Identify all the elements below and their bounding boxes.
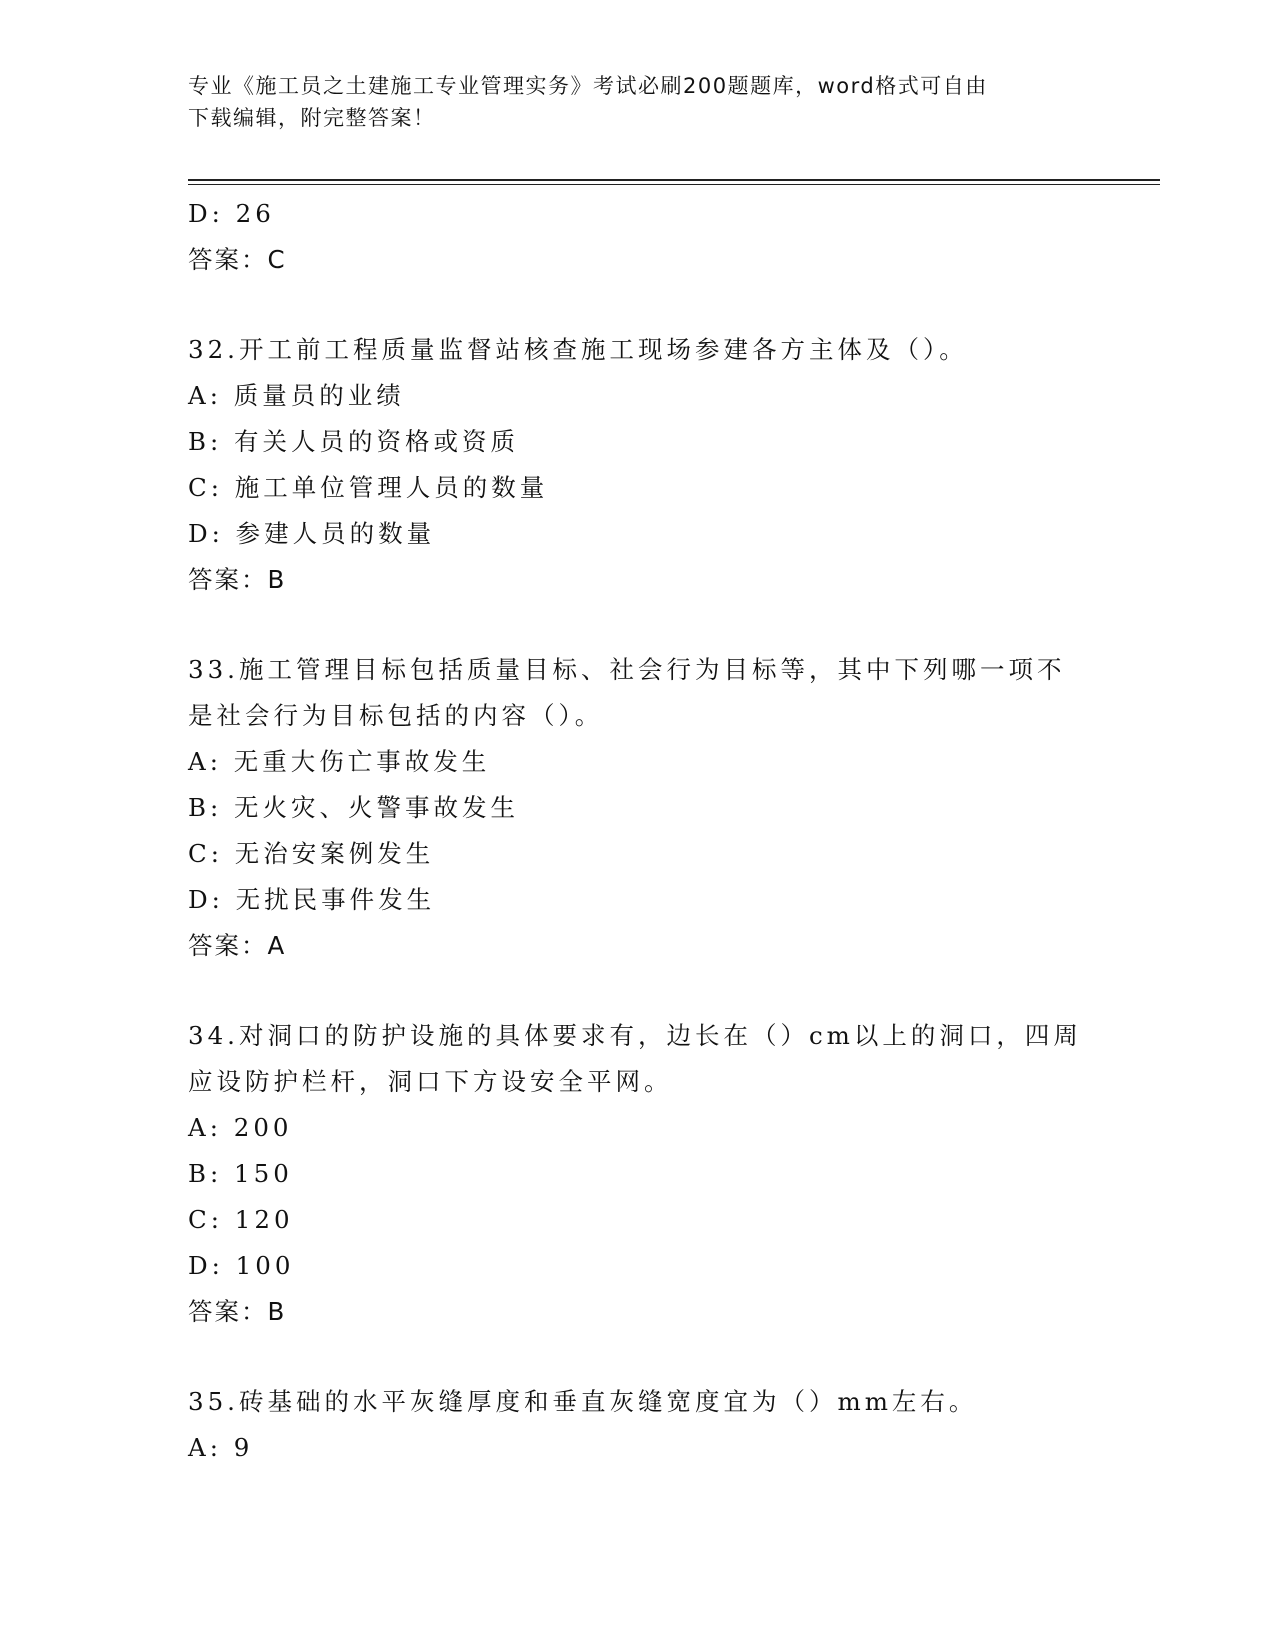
option-c: C: 施工单位管理人员的数量 — [188, 473, 549, 502]
option-c: C: 120 — [188, 1205, 294, 1234]
option-a: A: 无重大伤亡事故发生 — [188, 747, 491, 776]
question-32-stem: 32.开工前工程质量监督站核查施工现场参建各方主体及（）。 — [188, 335, 968, 364]
option-c: C: 无治安案例发生 — [188, 839, 435, 868]
question-33-stem-line-1: 33.施工管理目标包括质量目标、社会行为目标等，其中下列哪一项不 — [188, 655, 1066, 684]
question-34-stem-line-1: 34.对洞口的防护设施的具体要求有，边长在（）cm以上的洞口，四周 — [188, 1021, 1082, 1050]
option-d: D: 26 — [188, 199, 275, 228]
option-a: A: 9 — [188, 1433, 254, 1462]
header-rule-thin — [188, 184, 1160, 185]
option-a: A: 200 — [188, 1113, 293, 1142]
answer-line: 答案：A — [188, 931, 287, 960]
question-35-stem: 35.砖基础的水平灰缝厚度和垂直灰缝宽度宜为（）mm左右。 — [188, 1387, 978, 1416]
header-line-2: 下载编辑，附完整答案！ — [188, 106, 436, 130]
option-b: B: 有关人员的资格或资质 — [188, 427, 520, 456]
header-line-1: 专业《施工员之土建施工专业管理实务》考试必刷200题题库，word格式可自由 — [188, 74, 988, 98]
question-34-stem-line-2: 应设防护栏杆，洞口下方设安全平网。 — [188, 1067, 673, 1096]
answer-line: 答案：B — [188, 565, 287, 594]
page-header — [188, 70, 1088, 134]
option-d: D: 参建人员的数量 — [188, 519, 436, 548]
option-b: B: 无火灾、火警事故发生 — [188, 793, 520, 822]
answer-line: 答案：C — [188, 245, 287, 274]
option-d: D: 无扰民事件发生 — [188, 885, 436, 914]
option-b: B: 150 — [188, 1159, 293, 1188]
header-rule-thick — [188, 179, 1160, 181]
option-a: A: 质量员的业绩 — [188, 381, 405, 410]
option-d: D: 100 — [188, 1251, 295, 1280]
answer-line: 答案：B — [188, 1297, 287, 1326]
question-list — [188, 191, 1088, 1471]
question-33-stem-line-2: 是社会行为目标包括的内容（）。 — [188, 701, 604, 730]
